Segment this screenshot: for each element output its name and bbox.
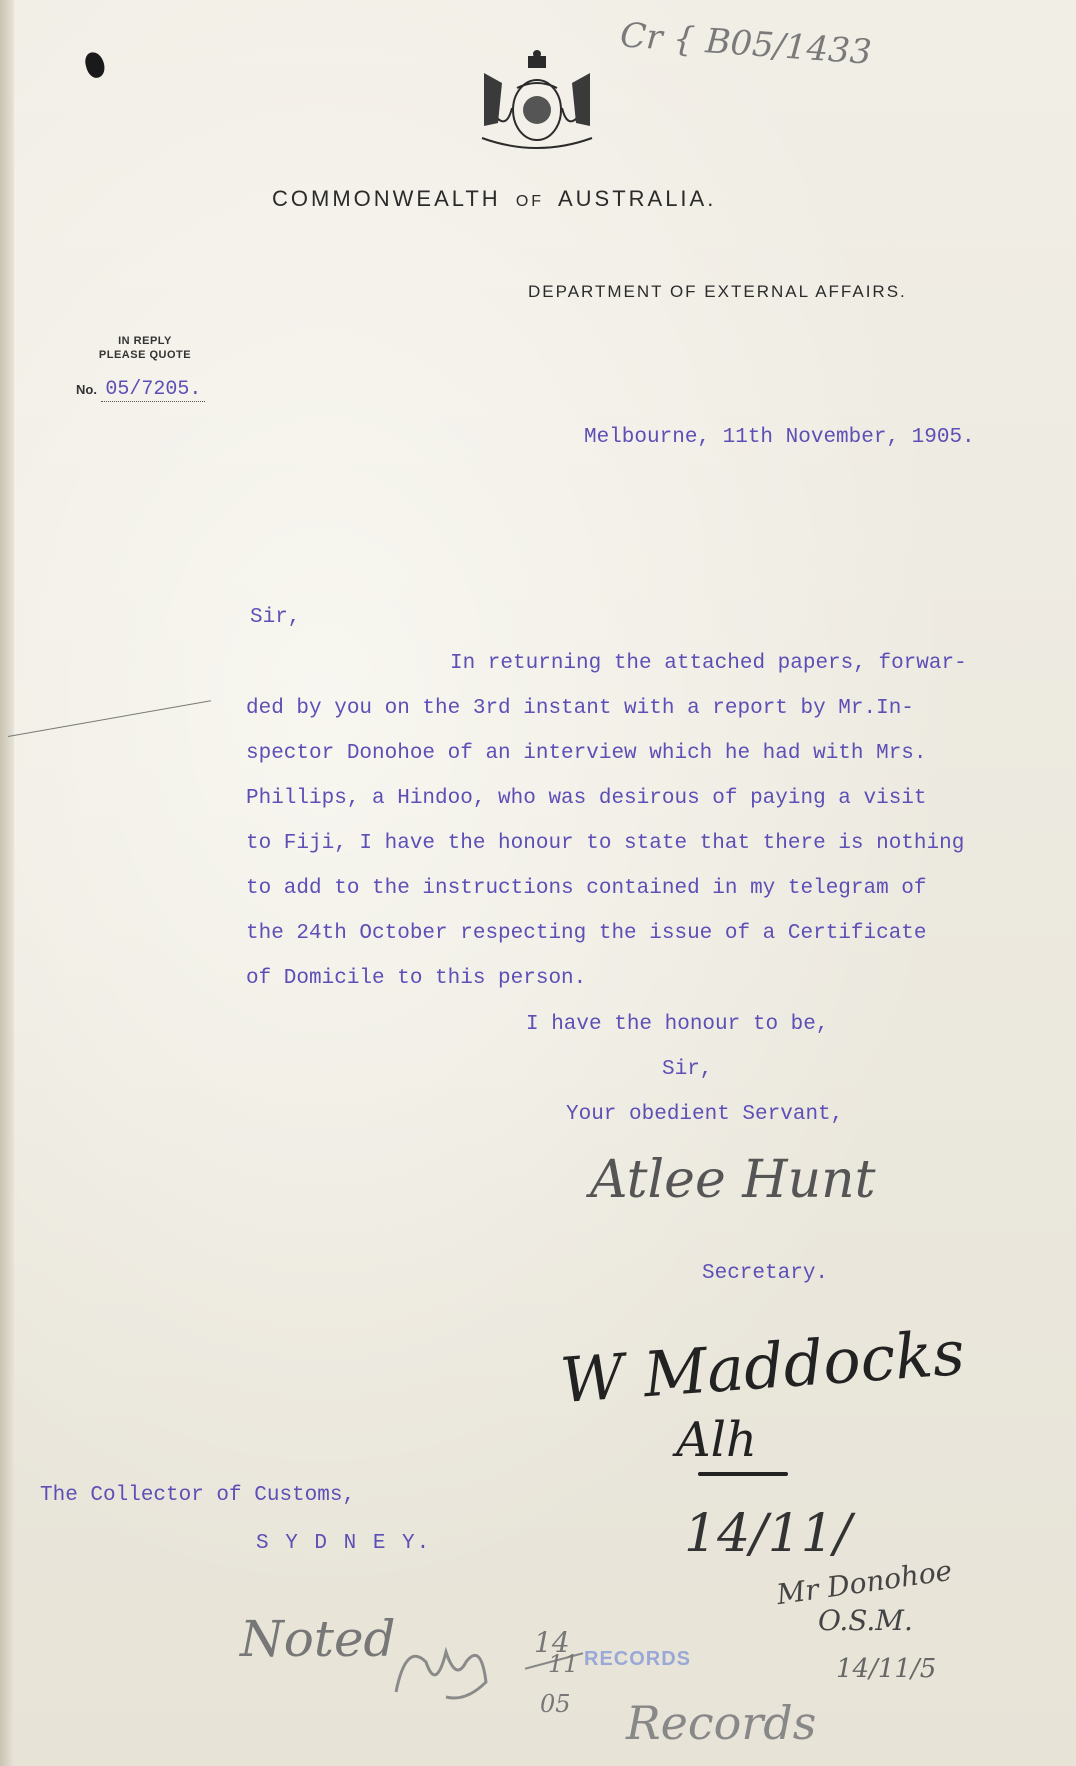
reference-no-value: 05/7205. <box>101 378 205 402</box>
fraction-top: 14 <box>534 1626 570 1659</box>
body-line: to add to the instructions contained in my telegram of <box>246 877 927 900</box>
handwritten-small-date: 14/11/5 <box>836 1654 937 1684</box>
page-edge <box>0 0 14 1766</box>
underline-stroke <box>698 1472 788 1476</box>
body-line: of Domicile to this person. <box>246 967 587 990</box>
handwritten-date: 14/11/ <box>684 1504 852 1564</box>
letterhead-title <box>272 186 716 212</box>
closing-line-3: Your obedient Servant, <box>566 1103 844 1126</box>
letterhead-commonwealth: COMMONWEALTH <box>272 186 501 211</box>
margin-mark <box>8 700 211 737</box>
handwritten-initials: Alh <box>676 1412 757 1468</box>
handwritten-initial-scribble-icon <box>386 1632 506 1712</box>
addressee-line-1: The Collector of Customs, <box>40 1484 356 1507</box>
body-line: In returning the attached papers, forwar- <box>450 652 967 675</box>
reply-instruction <box>90 334 200 362</box>
closing-line-1: I have the honour to be, <box>526 1013 829 1036</box>
body-line: ded by you on the 3rd instant with a report by Mr.In- <box>246 697 914 720</box>
handwritten-reference: Cr { B05/1433 <box>618 15 873 73</box>
body-line: spector Donohoe of an interview which he had with Mrs. <box>246 742 927 765</box>
fraction-mid: 11 <box>548 1650 579 1678</box>
body-line: Phillips, a Hindoo, who was desirous of paying a visit <box>246 787 927 810</box>
fraction-bottom: 05 <box>540 1690 571 1718</box>
reply-line-1: IN REPLY <box>118 335 172 347</box>
handwritten-noted: Noted <box>240 1610 396 1668</box>
department-name: DEPARTMENT OF EXTERNAL AFFAIRS. <box>528 282 907 301</box>
closing-line-2: Sir, <box>662 1058 713 1081</box>
handwritten-records: Records <box>626 1696 817 1750</box>
handwritten-donohoe: Mr Donohoe <box>774 1553 955 1612</box>
salutation: Sir, <box>250 606 301 629</box>
body-line: to Fiji, I have the honour to state that there is nothing <box>246 832 965 855</box>
letterhead-of: OF <box>515 193 545 210</box>
records-stamp: RECORDS <box>584 1648 692 1670</box>
body-line: the 24th October respecting the issue of a Certificate <box>246 922 927 945</box>
reply-line-2: PLEASE QUOTE <box>98 349 192 361</box>
letter-date: Melbourne, 11th November, 1905. <box>584 426 975 449</box>
signature-title: Secretary. <box>702 1262 829 1285</box>
coat-of-arms-icon <box>462 48 612 153</box>
letterhead-australia: AUSTRALIA. <box>557 186 717 211</box>
reference-number <box>76 378 205 401</box>
punch-hole <box>83 50 107 80</box>
reference-no-label: No. <box>76 382 97 397</box>
addressee-line-2: S Y D N E Y. <box>256 1532 432 1555</box>
handwritten-osm: O.S.M. <box>818 1604 913 1637</box>
signature: Atlee Hunt <box>590 1150 876 1210</box>
handwritten-maddocks: W Maddocks <box>557 1315 967 1418</box>
